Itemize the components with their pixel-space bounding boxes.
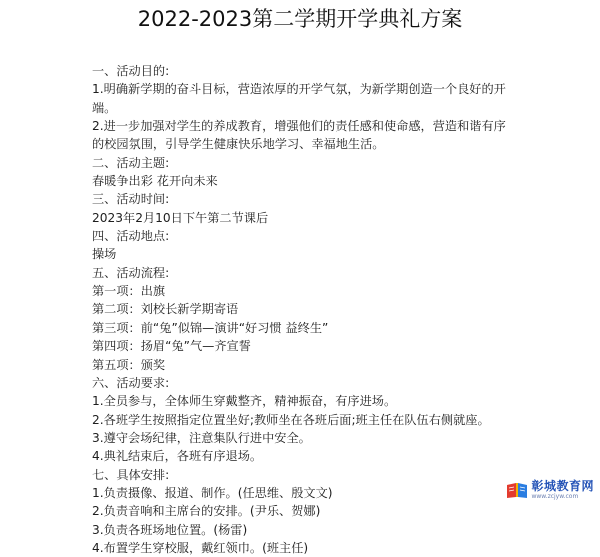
process-item-3: 第三项：前“兔”似锦—演讲“好习惯 益终生” — [92, 320, 329, 335]
time-text: 2023年2月10日下午第二节课后 — [92, 210, 269, 225]
requirement-item-2: 2.各班学生按照指定位置坐好;教师坐在各班后面;班主任在队伍右侧就座。 — [92, 412, 490, 427]
section-heading-time: 三、活动时间: — [92, 192, 170, 207]
section-heading-theme: 二、活动主题: — [92, 155, 170, 170]
document-title: 2022-2023第二学期开学典礼方案 — [137, 7, 463, 31]
book-logo-icon — [506, 481, 528, 499]
location-text: 操场 — [92, 247, 117, 262]
section-heading-process: 五、活动流程: — [92, 265, 170, 280]
arrangement-item-3: 3.负责各班场地位置。(杨雷) — [92, 522, 248, 537]
arrangement-item-1: 1.负责摄像、报道、制作。(任思维、殷文文) — [92, 485, 333, 500]
purpose-item-2: 2.进一步加强对学生的养成教育，增强他们的责任感和使命感，营造和谐有序的校园氛围，引导学生健康快乐地学习、幸福地生活。 — [92, 119, 506, 152]
process-item-4: 第四项：扬眉“兔”气—齐宣誓 — [92, 339, 251, 354]
section-heading-purpose: 一、活动目的: — [92, 64, 170, 78]
document-body — [92, 62, 512, 557]
requirement-item-3: 3.遵守会场纪律，注意集队行进中安全。 — [92, 430, 311, 445]
theme-text: 春暖争出彩 花开向未来 — [92, 174, 218, 189]
process-item-2: 第二项：刘校长新学期寄语 — [92, 302, 239, 317]
section-heading-arrangement: 七、具体安排: — [92, 467, 170, 482]
requirement-item-4: 4.典礼结束后，各班有序退场。 — [92, 449, 263, 464]
section-heading-location: 四、活动地点: — [92, 229, 170, 244]
process-item-1: 第一项：出旗 — [92, 284, 166, 299]
purpose-item-1: 1.明确新学期的奋斗目标，营造浓厚的开学气氛，为新学期创造一个良好的开端。 — [92, 82, 506, 115]
arrangement-item-4: 4.布置学生穿校服，戴红领巾。(班主任) — [92, 540, 309, 555]
watermark-name: 彰城教育网 — [531, 479, 594, 493]
watermark — [506, 480, 594, 500]
watermark-url: www.zcjyw.com — [531, 493, 579, 500]
watermark-text — [531, 480, 594, 500]
section-heading-requirements: 六、活动要求: — [92, 375, 170, 390]
requirement-item-1: 1.全员参与，全体师生穿戴整齐，精神振奋，有序进场。 — [92, 394, 397, 409]
process-item-5: 第五项：颁奖 — [92, 357, 166, 372]
arrangement-item-2: 2.负责音响和主席台的安排。(尹乐、贺娜) — [92, 504, 321, 519]
